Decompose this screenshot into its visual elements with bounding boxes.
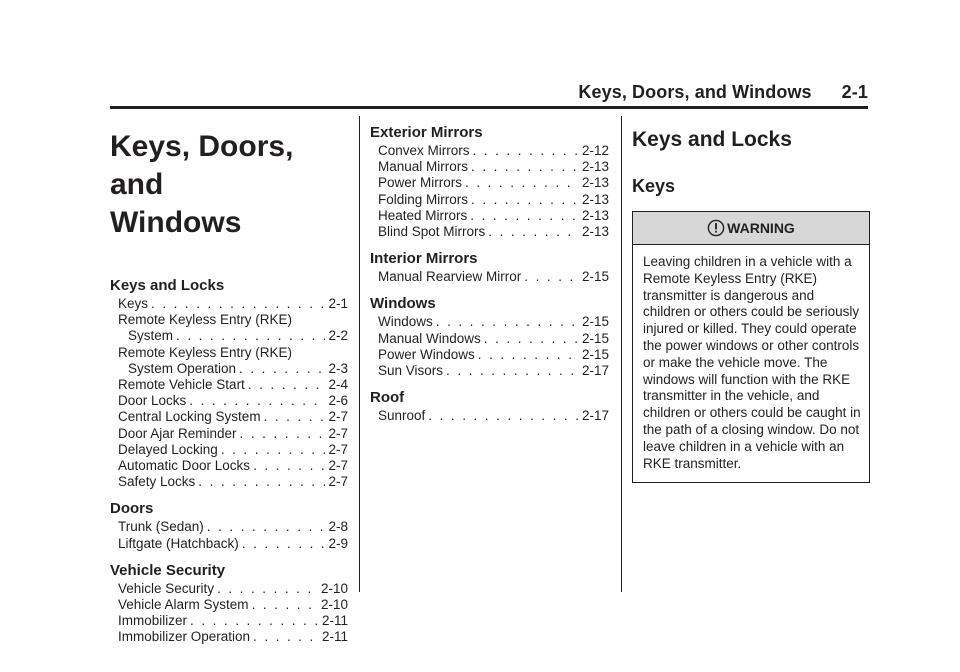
toc-entry[interactable] [110,296,348,312]
dot-leader [471,159,579,175]
section-heading: Keys and Locks [632,128,792,151]
toc-page-number: 2-8 [328,519,348,535]
toc-page-number: 2-2 [328,328,348,344]
toc-entry[interactable] [110,581,348,597]
toc-page-number: 2-13 [581,224,609,240]
toc-entry[interactable] [370,269,609,285]
toc-entry[interactable] [110,426,348,442]
toc-page-number: 2-13 [581,207,609,223]
toc-entry-label: Vehicle Security [118,580,215,596]
toc-entry[interactable] [370,347,609,363]
toc-page-number: 2-7 [328,425,348,441]
toc-section-title: Roof [370,389,405,407]
toc-entry[interactable] [370,314,609,330]
toc-entry[interactable] [110,458,348,474]
toc-entry[interactable] [370,143,609,159]
toc-page-number: 2-15 [581,269,609,285]
toc-page-number: 2-15 [581,314,609,330]
warning-text: Leaving children in a vehicle with a Remote Keyless Entry (RKE) transmitter is dangerous and children or others could be seriously injured or killed. They could operate the power windows or other controls or make the vehicle move. The windows will function with the RKE transmitter in the vehicle, and children or others could be caught in the path of a closing window. Do not leave children in a vehicle with an RKE transmitter. [643,254,861,471]
toc-entry-label: Remote Vehicle Start [118,377,245,393]
column-divider [359,116,360,592]
toc-page-number: 2-10 [320,580,348,596]
toc-page-number: 2-12 [581,143,609,158]
toc-page-number: 2-3 [328,360,348,376]
toc-section [110,277,348,490]
toc-entry-label: Automatic Door Locks [118,458,251,474]
dot-leader [473,143,579,159]
chapter-title-line: Windows [110,206,242,239]
toc-entry-label: Safety Locks [118,474,196,490]
toc-entry[interactable] [370,224,609,240]
toc-page-number: 2-15 [581,330,609,346]
subsection-heading: Keys [632,176,676,196]
toc-page-number: 2-9 [328,535,348,551]
toc-entry[interactable] [110,519,348,535]
toc-entry-label: Door Ajar Reminder [118,425,237,441]
toc-page-number: 2-10 [320,597,348,613]
toc-entry-label: Vehicle Alarm System [118,597,249,613]
dot-leader [217,581,318,597]
toc-entry-label-continued: System [128,328,174,344]
dot-leader [484,331,579,347]
toc-entry[interactable] [370,408,609,424]
toc-entry-label: Door Locks [118,393,187,409]
toc-entry[interactable] [370,208,609,224]
content-column-right [632,124,870,483]
warning-header [633,212,869,245]
toc-entry[interactable] [370,192,609,208]
toc-list [110,277,348,646]
toc-page-number: 2-13 [581,159,609,175]
header-rule [110,106,868,109]
dot-leader [221,442,326,458]
toc-entry[interactable] [110,393,348,409]
dot-leader [248,377,326,393]
dot-leader [240,426,326,442]
chapter-title-line: Keys, Doors, and [110,130,294,201]
toc-page-number: 2-7 [328,458,348,474]
dot-leader [470,208,579,224]
toc-entry[interactable] [110,377,348,393]
toc-entry-label: Blind Spot Mirrors [378,224,486,240]
toc-section-title: Interior Mirrors [370,250,478,268]
toc-entry-label: Keys [118,296,149,311]
dot-leader [436,314,579,330]
toc-entry-label: Sunroof [378,408,426,424]
toc-entry[interactable] [370,331,609,347]
column-divider [621,116,622,592]
toc-page-number: 2-17 [581,408,609,424]
dot-leader [264,409,326,425]
toc-entry[interactable] [110,536,348,552]
toc-entry-label: Power Mirrors [378,175,463,191]
toc-entry-label: Power Windows [378,346,475,362]
dot-leader [478,347,579,363]
toc-section-title: Exterior Mirrors [370,124,483,141]
toc-entry-label: Immobilizer [118,613,188,629]
dot-leader [471,192,579,208]
warning-box [632,211,870,483]
toc-entry-label: Remote Keyless Entry (RKE) [118,344,293,360]
dot-leader [524,269,579,285]
dot-leader [151,296,325,312]
toc-entry-label: Manual Rearview Mirror [378,269,522,285]
toc-section-title: Vehicle Security [110,561,226,579]
toc-list [370,124,609,424]
toc-section [370,389,609,424]
toc-entry[interactable] [370,159,609,175]
toc-column-left [110,124,348,656]
chapter-title [110,128,348,242]
toc-section [370,124,609,240]
toc-entry-label: Delayed Locking [118,441,218,457]
dot-leader [239,361,325,377]
toc-entry-label: Manual Windows [378,330,481,346]
toc-page-number: 2-7 [328,409,348,425]
toc-entry-label: Immobilizer Operation [118,629,251,645]
toc-section-title: Keys and Locks [110,277,225,294]
toc-entry-label-continued: System Operation [128,360,237,376]
warning-label: WARNING [727,220,795,236]
running-header-section: Keys, Doors, and Windows [578,82,812,102]
toc-entry[interactable] [110,442,348,458]
toc-page-number: 2-7 [328,441,348,457]
toc-page-number: 2-11 [321,629,348,645]
toc-section [370,295,609,379]
toc-entry[interactable] [110,312,348,344]
toc-section [370,250,609,285]
toc-page-number: 2-13 [581,175,609,191]
toc-entry-label: Windows [378,314,433,330]
toc-entry[interactable] [110,613,348,629]
toc-entry-label: Convex Mirrors [378,143,470,158]
dot-leader [190,613,319,629]
toc-entry-label: Heated Mirrors [378,207,468,223]
dot-leader [253,629,319,645]
dot-leader [252,597,318,613]
toc-entry-label: Folding Mirrors [378,191,469,207]
toc-page-number: 2-17 [581,363,609,379]
dot-leader [242,536,326,552]
toc-entry[interactable] [110,474,348,490]
toc-section [110,562,348,646]
dot-leader [189,393,325,409]
toc-entry-label: Central Locking System [118,409,261,425]
dot-leader [488,224,579,240]
warning-icon [707,219,725,237]
toc-entry[interactable] [110,345,348,377]
toc-entry-label: Sun Visors [378,363,444,379]
toc-entry[interactable] [370,363,609,379]
dot-leader [446,363,579,379]
dot-leader [198,474,325,490]
toc-section-title: Windows [370,295,436,313]
toc-page-number: 2-11 [321,613,348,629]
toc-page-number: 2-7 [328,474,348,490]
toc-entry-label: Remote Keyless Entry (RKE) [118,312,293,328]
toc-entry-label: Liftgate (Hatchback) [118,535,239,551]
toc-entry[interactable] [110,629,348,645]
dot-leader [176,328,325,344]
dot-leader [465,175,579,191]
toc-page-number: 2-15 [581,346,609,362]
toc-section-title: Doors [110,500,154,518]
toc-page-number: 2-1 [328,296,348,311]
dot-leader [253,458,325,474]
toc-page-number: 2-13 [581,191,609,207]
toc-entry-label: Manual Mirrors [378,159,469,175]
toc-section [110,500,348,551]
toc-entry-label: Trunk (Sedan) [118,519,204,535]
toc-column-middle [370,124,609,434]
page-number: 2-1 [841,82,868,102]
toc-entry[interactable] [370,175,609,191]
toc-entry[interactable] [110,597,348,613]
dot-leader [428,408,579,424]
dot-leader [207,519,326,535]
toc-page-number: 2-6 [328,393,348,409]
toc-entry[interactable] [110,409,348,425]
toc-page-number: 2-4 [328,377,348,393]
running-header [0,82,868,103]
